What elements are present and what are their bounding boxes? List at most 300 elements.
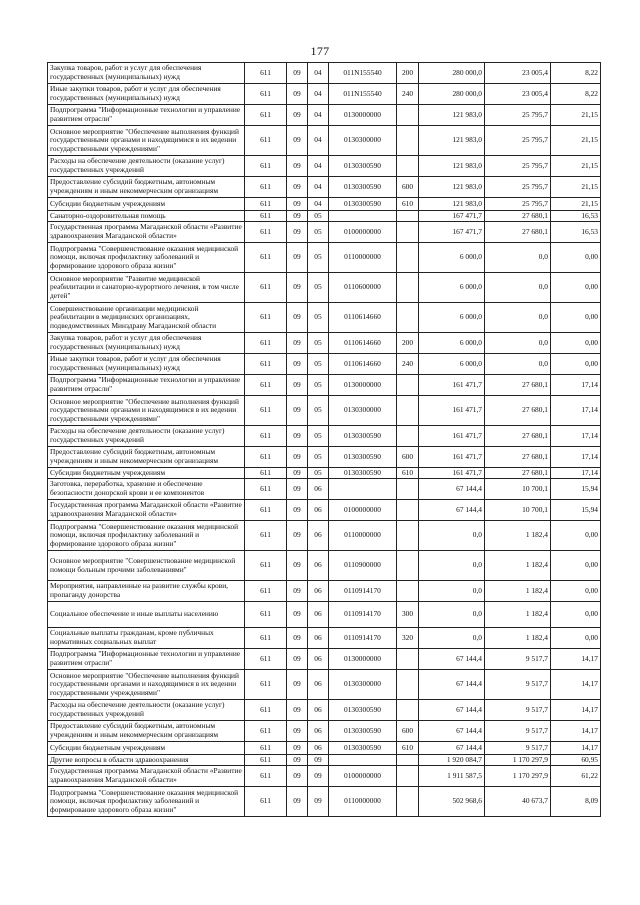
admin-code-cell: 611 — [245, 177, 287, 198]
planned-amount-cell: 67 144,4 — [419, 721, 485, 742]
expense-type-code-cell — [397, 649, 419, 670]
admin-code-cell: 611 — [245, 211, 287, 222]
planned-amount-cell: 161 471,7 — [419, 375, 485, 396]
admin-code-cell: 611 — [245, 198, 287, 211]
admin-code-cell: 611 — [245, 700, 287, 721]
expense-type-code-cell — [397, 105, 419, 126]
planned-amount-cell: 167 471,7 — [419, 222, 485, 243]
section-code-cell: 09 — [287, 303, 308, 333]
planned-amount-cell: 6 000,0 — [419, 273, 485, 303]
table-row — [48, 479, 601, 500]
subsection-code-cell: 04 — [308, 63, 329, 84]
subsection-code-cell: 06 — [308, 670, 329, 700]
execution-percent-cell: 21,15 — [551, 177, 601, 198]
row-name-cell: Социальные выплаты гражданам, кроме публичных нормативных социальных выплат — [48, 628, 245, 649]
actual-amount-cell: 25 795,7 — [485, 126, 551, 156]
subsection-code-cell: 09 — [308, 766, 329, 787]
actual-amount-cell: 25 795,7 — [485, 156, 551, 177]
actual-amount-cell: 0,0 — [485, 303, 551, 333]
row-name-cell: Закупка товаров, работ и услуг для обеспечения государственных (муниципальных) нужд — [48, 333, 245, 354]
expense-type-code-cell — [397, 243, 419, 273]
table-row — [48, 700, 601, 721]
target-item-code-cell: 0130000000 — [329, 375, 397, 396]
subsection-code-cell: 05 — [308, 354, 329, 375]
admin-code-cell: 611 — [245, 273, 287, 303]
subsection-code-cell: 05 — [308, 447, 329, 468]
expense-type-code-cell — [397, 581, 419, 602]
planned-amount-cell: 161 471,7 — [419, 426, 485, 447]
admin-code-cell: 611 — [245, 303, 287, 333]
row-name-cell: Расходы на обеспечение деятельности (оказание услуг) государственных учреждений — [48, 700, 245, 721]
admin-code-cell: 611 — [245, 742, 287, 755]
target-item-code-cell: 0110000000 — [329, 243, 397, 273]
planned-amount-cell: 0,0 — [419, 628, 485, 649]
execution-percent-cell: 17,14 — [551, 375, 601, 396]
expense-type-code-cell: 240 — [397, 354, 419, 375]
budget-table — [47, 62, 601, 817]
subsection-code-cell: 09 — [308, 755, 329, 766]
section-code-cell: 09 — [287, 742, 308, 755]
table-row — [48, 243, 601, 273]
execution-percent-cell: 17,14 — [551, 468, 601, 479]
admin-code-cell: 611 — [245, 670, 287, 700]
row-name-cell: Санаторно-оздоровительная помощь — [48, 211, 245, 222]
actual-amount-cell: 1 182,4 — [485, 602, 551, 628]
row-name-cell: Субсидии бюджетным учреждениям — [48, 468, 245, 479]
planned-amount-cell: 280 000,0 — [419, 84, 485, 105]
section-code-cell: 09 — [287, 521, 308, 551]
execution-percent-cell: 16,53 — [551, 222, 601, 243]
subsection-code-cell: 05 — [308, 243, 329, 273]
actual-amount-cell: 23 005,4 — [485, 84, 551, 105]
actual-amount-cell: 10 700,1 — [485, 500, 551, 521]
expense-type-code-cell: 600 — [397, 177, 419, 198]
execution-percent-cell: 14,17 — [551, 670, 601, 700]
expense-type-code-cell — [397, 126, 419, 156]
section-code-cell: 09 — [287, 105, 308, 126]
table-body — [48, 63, 601, 817]
table-row — [48, 426, 601, 447]
admin-code-cell: 611 — [245, 581, 287, 602]
table-row — [48, 670, 601, 700]
subsection-code-cell: 05 — [308, 468, 329, 479]
execution-percent-cell: 17,14 — [551, 426, 601, 447]
actual-amount-cell: 9 517,7 — [485, 649, 551, 670]
planned-amount-cell: 67 144,4 — [419, 500, 485, 521]
subsection-code-cell: 04 — [308, 177, 329, 198]
row-name-cell: Заготовка, переработка, хранение и обеспечение безопасности донорской крови и ее компонентов — [48, 479, 245, 500]
target-item-code-cell: 0130300590 — [329, 177, 397, 198]
admin-code-cell: 611 — [245, 156, 287, 177]
subsection-code-cell: 06 — [308, 521, 329, 551]
execution-percent-cell: 21,15 — [551, 105, 601, 126]
table-row — [48, 273, 601, 303]
row-name-cell: Предоставление субсидий бюджетным, автономным учреждениям и иным некоммерческим организациям — [48, 177, 245, 198]
planned-amount-cell: 502 968,6 — [419, 787, 485, 817]
subsection-code-cell: 06 — [308, 602, 329, 628]
planned-amount-cell: 1 911 587,5 — [419, 766, 485, 787]
table-row — [48, 742, 601, 755]
section-code-cell: 09 — [287, 670, 308, 700]
admin-code-cell: 611 — [245, 500, 287, 521]
admin-code-cell: 611 — [245, 721, 287, 742]
actual-amount-cell: 10 700,1 — [485, 479, 551, 500]
admin-code-cell: 611 — [245, 396, 287, 426]
row-name-cell: Основное мероприятие "Совершенствование медицинской помощи больным прочими заболеваниями" — [48, 551, 245, 581]
actual-amount-cell: 27 680,1 — [485, 211, 551, 222]
planned-amount-cell: 161 471,7 — [419, 396, 485, 426]
planned-amount-cell: 161 471,7 — [419, 447, 485, 468]
expense-type-code-cell: 200 — [397, 63, 419, 84]
expense-type-code-cell: 600 — [397, 721, 419, 742]
subsection-code-cell: 05 — [308, 273, 329, 303]
target-item-code-cell: 0130300590 — [329, 198, 397, 211]
expense-type-code-cell — [397, 700, 419, 721]
section-code-cell: 09 — [287, 222, 308, 243]
execution-percent-cell: 60,95 — [551, 755, 601, 766]
planned-amount-cell: 121 983,0 — [419, 198, 485, 211]
expense-type-code-cell: 200 — [397, 333, 419, 354]
actual-amount-cell: 27 680,1 — [485, 396, 551, 426]
actual-amount-cell: 25 795,7 — [485, 198, 551, 211]
row-name-cell: Закупка товаров, работ и услуг для обеспечения государственных (муниципальных) нужд — [48, 63, 245, 84]
execution-percent-cell: 0,00 — [551, 303, 601, 333]
planned-amount-cell: 0,0 — [419, 602, 485, 628]
target-item-code-cell: 0130300590 — [329, 700, 397, 721]
subsection-code-cell: 05 — [308, 333, 329, 354]
actual-amount-cell: 0,0 — [485, 333, 551, 354]
subsection-code-cell: 06 — [308, 742, 329, 755]
admin-code-cell: 611 — [245, 375, 287, 396]
actual-amount-cell: 1 182,4 — [485, 521, 551, 551]
table-row — [48, 333, 601, 354]
section-code-cell: 09 — [287, 375, 308, 396]
target-item-code-cell: 0130300000 — [329, 396, 397, 426]
row-name-cell: Расходы на обеспечение деятельности (оказание услуг) государственных учреждений — [48, 156, 245, 177]
execution-percent-cell: 16,53 — [551, 211, 601, 222]
admin-code-cell: 611 — [245, 628, 287, 649]
table-row — [48, 551, 601, 581]
planned-amount-cell: 67 144,4 — [419, 649, 485, 670]
actual-amount-cell: 1 182,4 — [485, 628, 551, 649]
table-row — [48, 177, 601, 198]
section-code-cell: 09 — [287, 468, 308, 479]
target-item-code-cell: 0130300000 — [329, 126, 397, 156]
admin-code-cell: 611 — [245, 468, 287, 479]
expense-type-code-cell — [397, 479, 419, 500]
table-row — [48, 500, 601, 521]
subsection-code-cell: 06 — [308, 479, 329, 500]
section-code-cell: 09 — [287, 766, 308, 787]
planned-amount-cell: 121 983,0 — [419, 156, 485, 177]
execution-percent-cell: 21,15 — [551, 126, 601, 156]
admin-code-cell: 611 — [245, 126, 287, 156]
section-code-cell: 09 — [287, 447, 308, 468]
execution-percent-cell: 21,15 — [551, 156, 601, 177]
table-row — [48, 649, 601, 670]
table-row — [48, 396, 601, 426]
expense-type-code-cell: 600 — [397, 447, 419, 468]
section-code-cell: 09 — [287, 396, 308, 426]
table-row — [48, 628, 601, 649]
target-item-code-cell: 0130300590 — [329, 468, 397, 479]
section-code-cell: 09 — [287, 755, 308, 766]
expense-type-code-cell — [397, 755, 419, 766]
target-item-code-cell: 011N155540 — [329, 63, 397, 84]
subsection-code-cell: 05 — [308, 396, 329, 426]
row-name-cell: Подпрограмма "Информационные технологии и управление развитием отрасли" — [48, 649, 245, 670]
row-name-cell: Субсидии бюджетным учреждениям — [48, 198, 245, 211]
target-item-code-cell: 0130300590 — [329, 156, 397, 177]
planned-amount-cell: 6 000,0 — [419, 243, 485, 273]
planned-amount-cell: 6 000,0 — [419, 303, 485, 333]
subsection-code-cell: 09 — [308, 787, 329, 817]
section-code-cell: 09 — [287, 787, 308, 817]
target-item-code-cell: 0110000000 — [329, 787, 397, 817]
execution-percent-cell: 0,00 — [551, 551, 601, 581]
row-name-cell: Подпрограмма "Совершенствование оказания медицинской помощи, включая профилактику заболеваний и формирование здорового образа жизни" — [48, 521, 245, 551]
section-code-cell: 09 — [287, 177, 308, 198]
actual-amount-cell: 9 517,7 — [485, 670, 551, 700]
target-item-code-cell: 0110000000 — [329, 521, 397, 551]
row-name-cell: Государственная программа Магаданской области «Развитие здравоохранения Магаданской области» — [48, 500, 245, 521]
actual-amount-cell: 40 673,7 — [485, 787, 551, 817]
planned-amount-cell: 67 144,4 — [419, 670, 485, 700]
section-code-cell: 09 — [287, 198, 308, 211]
subsection-code-cell: 06 — [308, 500, 329, 521]
actual-amount-cell: 0,0 — [485, 354, 551, 375]
row-name-cell: Государственная программа Магаданской области «Развитие здравоохранения Магаданской области» — [48, 766, 245, 787]
subsection-code-cell: 06 — [308, 628, 329, 649]
planned-amount-cell: 121 983,0 — [419, 105, 485, 126]
row-name-cell: Предоставление субсидий бюджетным, автономным учреждениям и иным некоммерческим организациям — [48, 447, 245, 468]
table-row — [48, 84, 601, 105]
actual-amount-cell: 0,0 — [485, 273, 551, 303]
subsection-code-cell: 04 — [308, 105, 329, 126]
actual-amount-cell: 25 795,7 — [485, 105, 551, 126]
execution-percent-cell: 14,17 — [551, 649, 601, 670]
section-code-cell: 09 — [287, 721, 308, 742]
row-name-cell: Иные закупки товаров, работ и услуг для обеспечения государственных (муниципальных) нужд — [48, 84, 245, 105]
table-row — [48, 581, 601, 602]
section-code-cell: 09 — [287, 479, 308, 500]
expense-type-code-cell — [397, 426, 419, 447]
row-name-cell: Мероприятия, направленные на развитие службы крови, пропаганду донорства — [48, 581, 245, 602]
expense-type-code-cell: 610 — [397, 198, 419, 211]
subsection-code-cell: 05 — [308, 222, 329, 243]
subsection-code-cell: 04 — [308, 126, 329, 156]
expense-type-code-cell — [397, 375, 419, 396]
admin-code-cell: 611 — [245, 447, 287, 468]
table-row — [48, 354, 601, 375]
section-code-cell: 09 — [287, 63, 308, 84]
admin-code-cell: 611 — [245, 105, 287, 126]
expense-type-code-cell: 320 — [397, 628, 419, 649]
actual-amount-cell: 9 517,7 — [485, 700, 551, 721]
actual-amount-cell: 27 680,1 — [485, 375, 551, 396]
actual-amount-cell: 1 182,4 — [485, 581, 551, 602]
admin-code-cell: 611 — [245, 787, 287, 817]
expense-type-code-cell: 610 — [397, 468, 419, 479]
table-row — [48, 447, 601, 468]
target-item-code-cell: 0110900000 — [329, 551, 397, 581]
section-code-cell: 09 — [287, 333, 308, 354]
execution-percent-cell: 8,09 — [551, 787, 601, 817]
subsection-code-cell: 04 — [308, 198, 329, 211]
expense-type-code-cell — [397, 670, 419, 700]
target-item-code-cell: 0100000000 — [329, 766, 397, 787]
table-row — [48, 721, 601, 742]
actual-amount-cell: 0,0 — [485, 243, 551, 273]
planned-amount-cell: 280 000,0 — [419, 63, 485, 84]
section-code-cell: 09 — [287, 126, 308, 156]
execution-percent-cell: 0,00 — [551, 354, 601, 375]
row-name-cell: Иные закупки товаров, работ и услуг для обеспечения государственных (муниципальных) нужд — [48, 354, 245, 375]
table-row — [48, 211, 601, 222]
actual-amount-cell: 9 517,7 — [485, 742, 551, 755]
section-code-cell: 09 — [287, 628, 308, 649]
table-row — [48, 766, 601, 787]
admin-code-cell: 611 — [245, 521, 287, 551]
execution-percent-cell: 0,00 — [551, 273, 601, 303]
admin-code-cell: 611 — [245, 649, 287, 670]
subsection-code-cell: 06 — [308, 649, 329, 670]
table-row — [48, 521, 601, 551]
expense-type-code-cell — [397, 787, 419, 817]
planned-amount-cell: 161 471,7 — [419, 468, 485, 479]
admin-code-cell: 611 — [245, 354, 287, 375]
expense-type-code-cell — [397, 222, 419, 243]
target-item-code-cell: 0100000000 — [329, 500, 397, 521]
row-name-cell: Социальное обеспечение и иные выплаты населению — [48, 602, 245, 628]
admin-code-cell: 611 — [245, 426, 287, 447]
admin-code-cell: 611 — [245, 222, 287, 243]
target-item-code-cell: 0130300590 — [329, 742, 397, 755]
row-name-cell: Расходы на обеспечение деятельности (оказание услуг) государственных учреждений — [48, 426, 245, 447]
actual-amount-cell: 25 795,7 — [485, 177, 551, 198]
table-row — [48, 787, 601, 817]
actual-amount-cell: 27 680,1 — [485, 222, 551, 243]
execution-percent-cell: 17,14 — [551, 447, 601, 468]
expense-type-code-cell: 240 — [397, 84, 419, 105]
target-item-code-cell — [329, 479, 397, 500]
table-row — [48, 375, 601, 396]
admin-code-cell: 611 — [245, 243, 287, 273]
execution-percent-cell: 0,00 — [551, 628, 601, 649]
section-code-cell: 09 — [287, 700, 308, 721]
row-name-cell: Государственная программа Магаданской области «Развитие здравоохранения Магаданской области» — [48, 222, 245, 243]
expense-type-code-cell: 610 — [397, 742, 419, 755]
expense-type-code-cell — [397, 303, 419, 333]
section-code-cell: 09 — [287, 243, 308, 273]
admin-code-cell: 611 — [245, 755, 287, 766]
planned-amount-cell: 1 920 084,7 — [419, 755, 485, 766]
execution-percent-cell: 17,14 — [551, 396, 601, 426]
subsection-code-cell: 06 — [308, 551, 329, 581]
actual-amount-cell: 1 170 297,9 — [485, 766, 551, 787]
row-name-cell: Другие вопросы в области здравоохранения — [48, 755, 245, 766]
table-row — [48, 303, 601, 333]
expense-type-code-cell — [397, 156, 419, 177]
section-code-cell: 09 — [287, 84, 308, 105]
target-item-code-cell: 0110914170 — [329, 581, 397, 602]
row-name-cell: Основное мероприятие "Обеспечение выполнения функций государственными органами и находящимися в их ведении государственными учреждениями" — [48, 396, 245, 426]
subsection-code-cell: 05 — [308, 426, 329, 447]
execution-percent-cell: 14,17 — [551, 700, 601, 721]
table-row — [48, 198, 601, 211]
execution-percent-cell: 0,00 — [551, 581, 601, 602]
section-code-cell: 09 — [287, 602, 308, 628]
row-name-cell: Основное мероприятие "Обеспечение выполнения функций государственными органами и находящимися в их ведении государственными учреждениями" — [48, 670, 245, 700]
expense-type-code-cell — [397, 551, 419, 581]
actual-amount-cell: 1 182,4 — [485, 551, 551, 581]
table-row — [48, 156, 601, 177]
section-code-cell: 09 — [287, 273, 308, 303]
target-item-code-cell: 0110600000 — [329, 273, 397, 303]
execution-percent-cell: 15,94 — [551, 479, 601, 500]
row-name-cell: Основное мероприятие "Развитие медицинской реабилитации и санаторно-курортного лечения, в том числе детей" — [48, 273, 245, 303]
execution-percent-cell: 61,22 — [551, 766, 601, 787]
admin-code-cell: 611 — [245, 479, 287, 500]
section-code-cell: 09 — [287, 581, 308, 602]
target-item-code-cell: 0110614660 — [329, 333, 397, 354]
section-code-cell: 09 — [287, 354, 308, 375]
target-item-code-cell: 0110614660 — [329, 354, 397, 375]
actual-amount-cell: 1 170 297,9 — [485, 755, 551, 766]
row-name-cell: Совершенствование организации медицинской реабилитации в медицинских организациях, подведомственных Минздраву Магаданской области — [48, 303, 245, 333]
admin-code-cell: 611 — [245, 84, 287, 105]
subsection-code-cell: 04 — [308, 156, 329, 177]
execution-percent-cell: 8,22 — [551, 63, 601, 84]
row-name-cell: Подпрограмма "Совершенствование оказания медицинской помощи, включая профилактику заболеваний и формирование здорового образа жизни" — [48, 787, 245, 817]
table-row — [48, 602, 601, 628]
row-name-cell: Основное мероприятие "Обеспечение выполнения функций государственными органами и находящимися в их ведении государственными учреждениями" — [48, 126, 245, 156]
subsection-code-cell: 06 — [308, 721, 329, 742]
subsection-code-cell: 06 — [308, 700, 329, 721]
target-item-code-cell: 0100000000 — [329, 222, 397, 243]
execution-percent-cell: 15,94 — [551, 500, 601, 521]
row-name-cell: Предоставление субсидий бюджетным, автономным учреждениям и иным некоммерческим организациям — [48, 721, 245, 742]
section-code-cell: 09 — [287, 551, 308, 581]
target-item-code-cell: 0130000000 — [329, 105, 397, 126]
subsection-code-cell: 05 — [308, 303, 329, 333]
row-name-cell: Подпрограмма "Информационные технологии и управление развитием отрасли" — [48, 105, 245, 126]
target-item-code-cell: 0130300590 — [329, 721, 397, 742]
planned-amount-cell: 121 983,0 — [419, 177, 485, 198]
target-item-code-cell: 0110614660 — [329, 303, 397, 333]
target-item-code-cell: 011N155540 — [329, 84, 397, 105]
admin-code-cell: 611 — [245, 551, 287, 581]
execution-percent-cell: 8,22 — [551, 84, 601, 105]
planned-amount-cell: 67 144,4 — [419, 700, 485, 721]
section-code-cell: 09 — [287, 500, 308, 521]
section-code-cell: 09 — [287, 156, 308, 177]
subsection-code-cell: 05 — [308, 375, 329, 396]
planned-amount-cell: 67 144,4 — [419, 742, 485, 755]
expense-type-code-cell — [397, 766, 419, 787]
target-item-code-cell — [329, 755, 397, 766]
planned-amount-cell: 6 000,0 — [419, 354, 485, 375]
admin-code-cell: 611 — [245, 602, 287, 628]
actual-amount-cell: 27 680,1 — [485, 468, 551, 479]
target-item-code-cell: 0110914170 — [329, 628, 397, 649]
expense-type-code-cell — [397, 396, 419, 426]
execution-percent-cell: 21,15 — [551, 198, 601, 211]
actual-amount-cell: 23 005,4 — [485, 63, 551, 84]
expense-type-code-cell — [397, 500, 419, 521]
planned-amount-cell: 0,0 — [419, 551, 485, 581]
planned-amount-cell: 0,0 — [419, 581, 485, 602]
